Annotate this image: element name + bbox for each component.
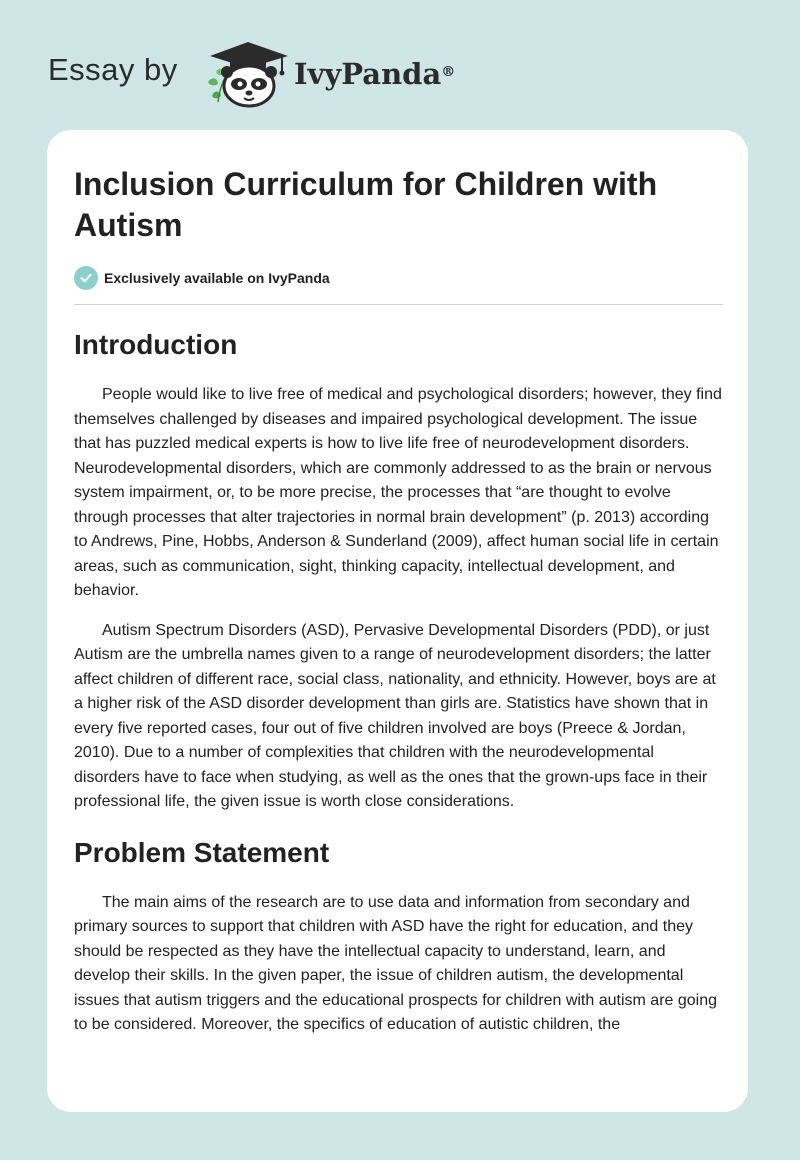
paragraph: People would like to live free of medical and psychological disorders; however, they find themselves challenged by diseases and impaired psychological development. The issue that has puzzled medical experts is how to live life free of neurodevelopment disorders. Neurodevelopmental disorders, which are commonly addressed to as the brain or nervous system impairment, or, to be more precise, the processes that “are thought to evolve through processes that alter trajectories in normal brain development” (p. 2013) according to Andrews, Pine, Hobbs, Anderson & Sunderland (2009), affect human social life in certain areas, such as communication, sight, thinking capacity, intellectual development, and behavior. [74,386,722,599]
exclusive-badge [74,264,723,292]
ivypanda-logo-icon[interactable] [202,36,294,108]
essay-content [74,164,723,1038]
title-divider [74,304,723,305]
registered-mark: ® [441,64,456,80]
site-header [0,0,800,130]
paragraph: The main aims of the research are to use data and information from secondary and primary sources to support that children with ASD have the right for education, and they should be respected as they have the intellectual capacity to understand, learn, and develop their skills. In the given paper, the issue of children autism, the developmental issues that autism triggers and the educational prospects for children with autism are going to be considered. Moreover, the specifics of education of autistic children, the [74,893,718,1033]
section-heading-introduction: Introduction [74,329,238,360]
checkmark-icon [74,266,98,290]
section-heading-problem-statement: Problem Statement [74,836,330,868]
ivypanda-brand[interactable] [294,54,455,94]
exclusive-label: Exclusively available on IvyPanda [104,270,330,286]
essay-by-label: Essay by [48,52,178,87]
paragraph: Autism Spectrum Disorders (ASD), Pervasive Developmental Disorders (PDD), or just Autism are the umbrella names given to a range of neurodevelopment disorders; the latter affect children of different race, social class, nationality, and ethnicity. However, boys are at a higher risk of the ASD disorder development than girls are. Statistics have shown that in every five reported cases, four out of five children involved are boys (Preece & Jordan, 2010). Due to a number of complexities that children with the neurodevelopmental disorders have to face when studying, as well as the ones that the grown-ups face in their professional life, the given issue is worth close considerations. [74,621,716,810]
essay-title: Inclusion Curriculum for Children with Autism [74,166,658,243]
essay-card [47,130,748,1112]
brand-name: IvyPanda [294,57,442,91]
